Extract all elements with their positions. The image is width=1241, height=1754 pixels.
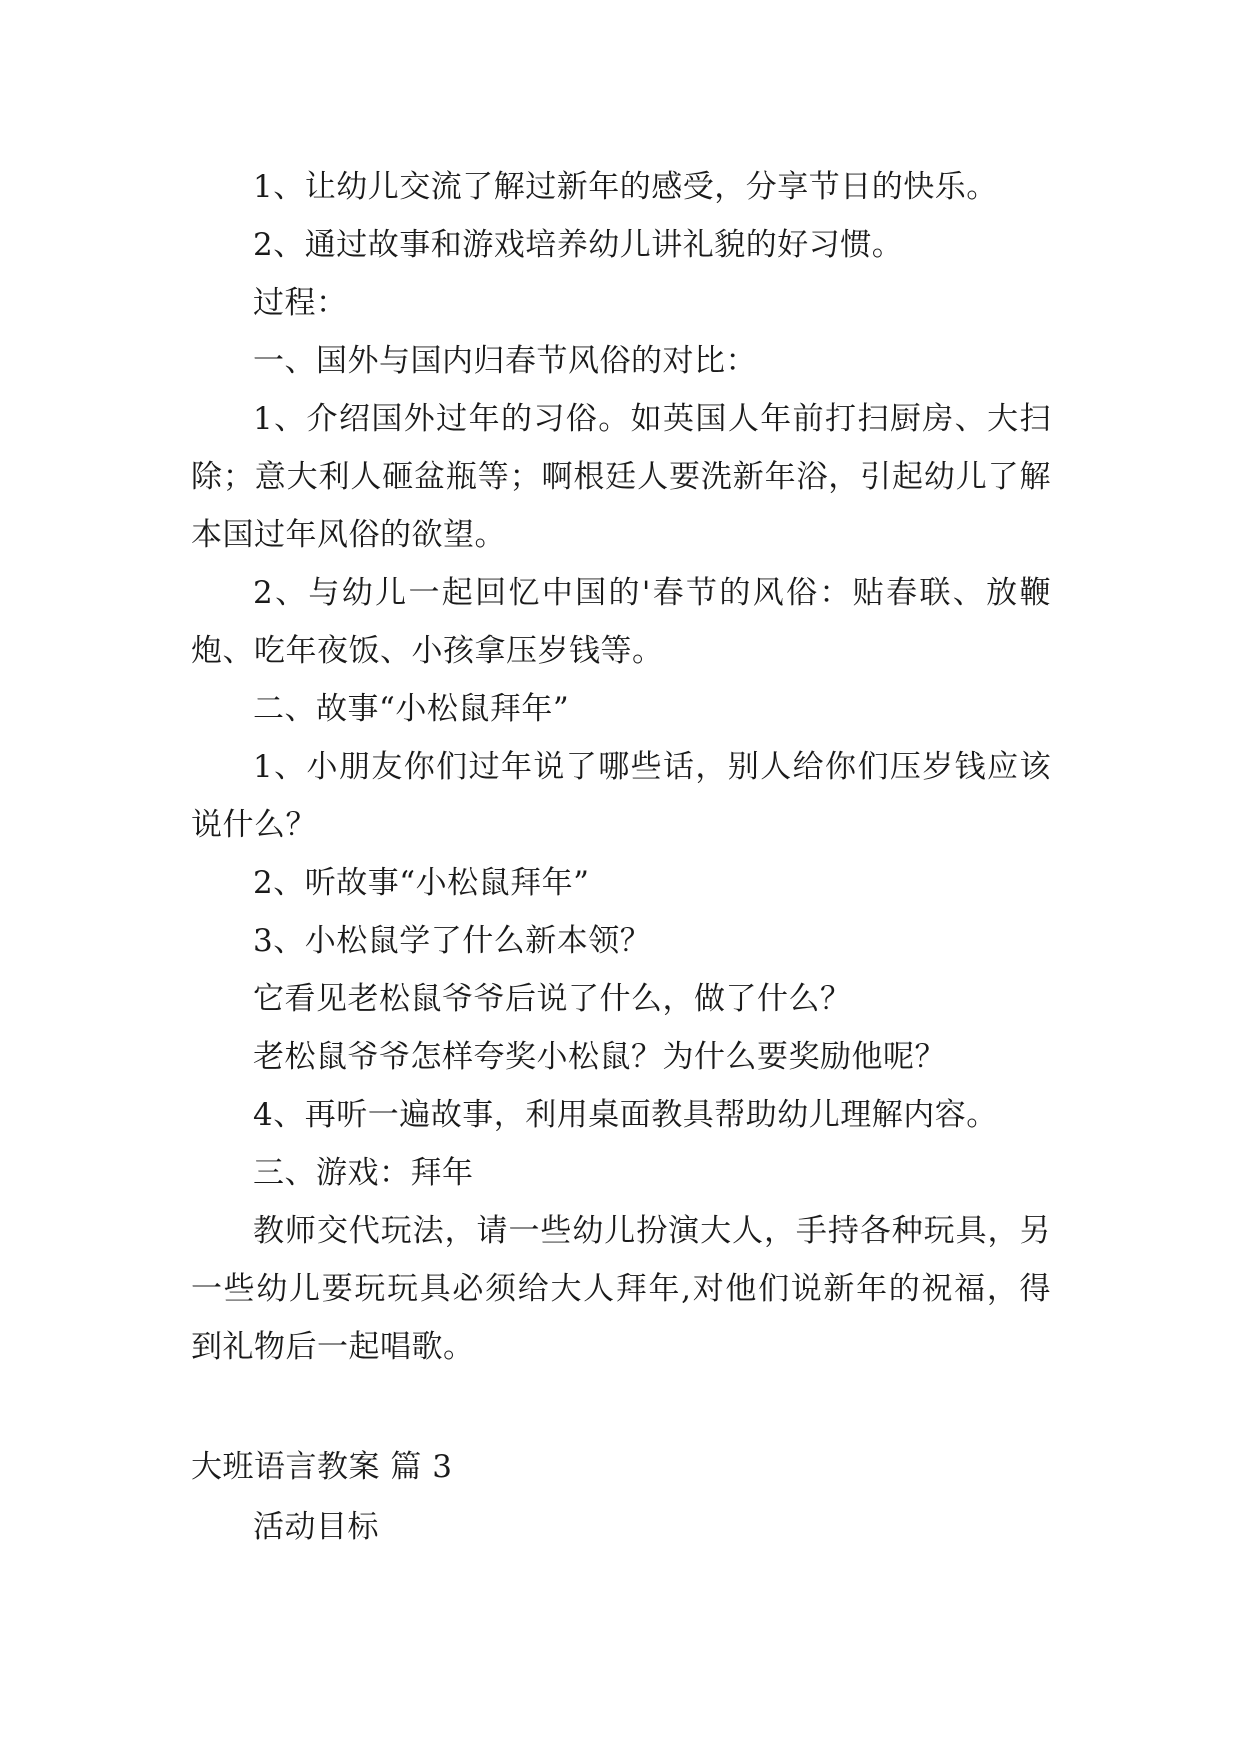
paragraph: 4、再听一遍故事，利用桌面教具帮助幼儿理解内容。 [253, 1097, 998, 1133]
sub-heading: 活动目标 [253, 1509, 379, 1545]
paragraph: 3、小松鼠学了什么新本领？ [253, 923, 652, 959]
paragraph: 一、国外与国内归春节风俗的对比： [253, 343, 757, 379]
paragraph: 1、让幼儿交流了解过新年的感受，分享节日的快乐。 [253, 169, 998, 205]
paragraph: 2、听故事“小松鼠拜年” [253, 865, 590, 901]
paragraph: 1、介绍国外过年的习俗。如英国人年前打扫厨房、大扫除；意大利人砸盆瓶等；啊根廷人要洗新年浴，引起幼儿了解本国过年风俗的欲望。 [191, 401, 1051, 553]
paragraph: 1、小朋友你们过年说了哪些话，别人给你们压岁钱应该说什么？ [191, 749, 1051, 843]
section-heading: 大班语言教案 篇 3 [191, 1449, 453, 1485]
paragraph: 2、通过故事和游戏培养幼儿讲礼貌的好习惯。 [253, 227, 904, 263]
paragraph: 三、游戏：拜年 [253, 1155, 474, 1191]
paragraph: 教师交代玩法，请一些幼儿扮演大人，手持各种玩具，另一些幼儿要玩玩具必须给大人拜年,对他们说新年的祝福，得到礼物后一起唱歌。 [191, 1213, 1051, 1365]
paragraph: 过程： [253, 285, 348, 321]
document-body [191, 158, 1051, 1376]
paragraph: 2、与幼儿一起回忆中国的'春节的风俗：贴春联、放鞭炮、吃年夜饭、小孩拿压岁钱等。 [191, 575, 1051, 669]
paragraph: 它看见老松鼠爷爷后说了什么，做了什么？ [253, 981, 852, 1017]
paragraph: 二、故事“小松鼠拜年” [253, 691, 570, 727]
paragraph: 老松鼠爷爷怎样夸奖小松鼠？为什么要奖励他呢？ [253, 1039, 946, 1075]
